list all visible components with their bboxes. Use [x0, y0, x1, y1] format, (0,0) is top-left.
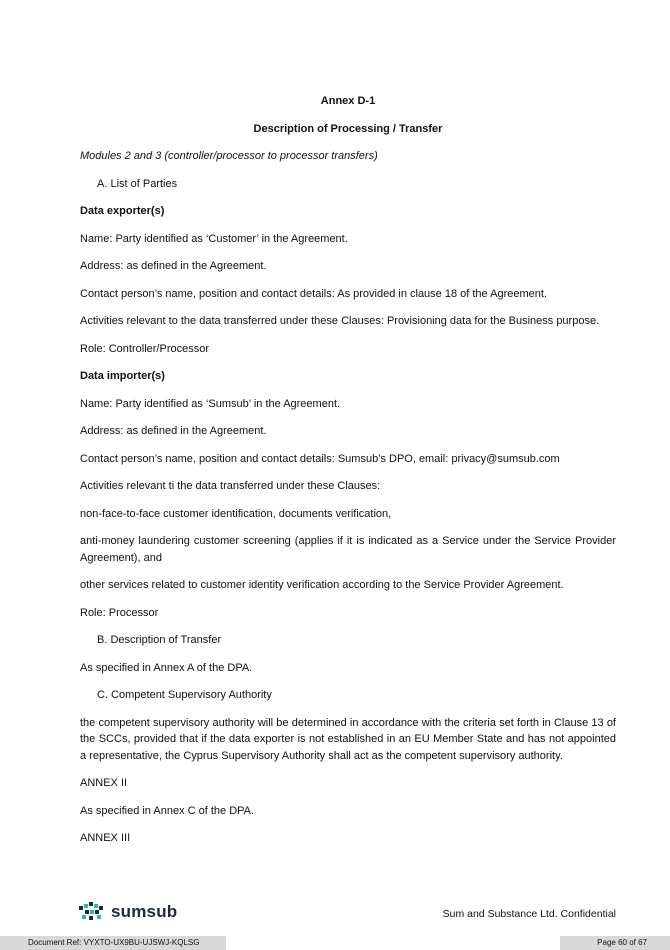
modules-line: Modules 2 and 3 (controller/processor to processor transfers) [80, 150, 378, 162]
sumsub-logo-icon [79, 902, 107, 922]
importer-activity-2: anti-money laundering customer screening (applies if it is indicated as a Service under the Service Provider Agreement), and [80, 535, 616, 564]
importer-name: Name: Party identified as ‘Sumsub’ in the Agreement. [80, 397, 341, 410]
exporter-name: Name: Party identified as ‘Customer’ in the Agreement. [80, 232, 348, 245]
annex-title: Annex D-1 [320, 95, 376, 107]
importer-address: Address: as defined in the Agreement. [80, 425, 267, 437]
annex-ii-text: As specified in Annex C of the DPA. [80, 804, 255, 817]
exporter-role: Role: Controller/Processor [80, 342, 209, 355]
importer-activity-3: other services related to customer identity verification according to the Service Provider Agreement. [80, 579, 564, 591]
section-c-text: the competent supervisory authority will be determined in accordance with the criteria set forth in Clause 13 of the SCCs, provided that if the data exporter is not established in an EU Member State and has not appointed a representative, the Cyprus Supervisory Authority shall act as the competent supervisory authority. [80, 716, 616, 762]
importer-role: Role: Processor [80, 606, 159, 619]
page-number: Page 60 of 67 [560, 936, 670, 950]
exporter-activities: Activities relevant to the data transferred under these Clauses: Provisioning data for the Business purpose. [80, 315, 600, 327]
annex-iii-heading: ANNEX III [80, 832, 131, 844]
confidential-label: Sum and Substance Ltd. Confidential [442, 908, 616, 920]
annex-ii-heading: ANNEX II [80, 777, 128, 789]
document-body [80, 93, 616, 858]
importer-activities: Activities relevant ti the data transferred under these Clauses: [80, 480, 381, 492]
section-b-text: As specified in Annex A of the DPA. [80, 661, 253, 674]
exporter-contact: Contact person’s name, position and contact details: As provided in clause 18 of the Agreement. [80, 287, 547, 300]
importer-heading: Data importer(s) [80, 370, 165, 382]
sumsub-logo [79, 902, 177, 922]
section-a-heading: A. List of Parties [97, 177, 178, 190]
importer-contact: Contact person’s name, position and contact details: Sumsub’s DPO, email: privacy@sumsub.com [80, 452, 560, 465]
annex-subtitle: Description of Processing / Transfer [253, 122, 443, 135]
importer-activity-1: non-face-to-face customer identification, documents verification, [80, 507, 392, 520]
section-b-heading: B. Description of Transfer [97, 634, 222, 646]
section-c-heading: C. Competent Supervisory Authority [97, 689, 272, 701]
exporter-address: Address: as defined in the Agreement. [80, 260, 267, 272]
document-reference: Document Ref: VYXTO-UX9BU-UJSWJ-KQLSG [0, 936, 226, 950]
sumsub-logo-text: sumsub [111, 902, 178, 921]
exporter-heading: Data exporter(s) [80, 205, 165, 217]
